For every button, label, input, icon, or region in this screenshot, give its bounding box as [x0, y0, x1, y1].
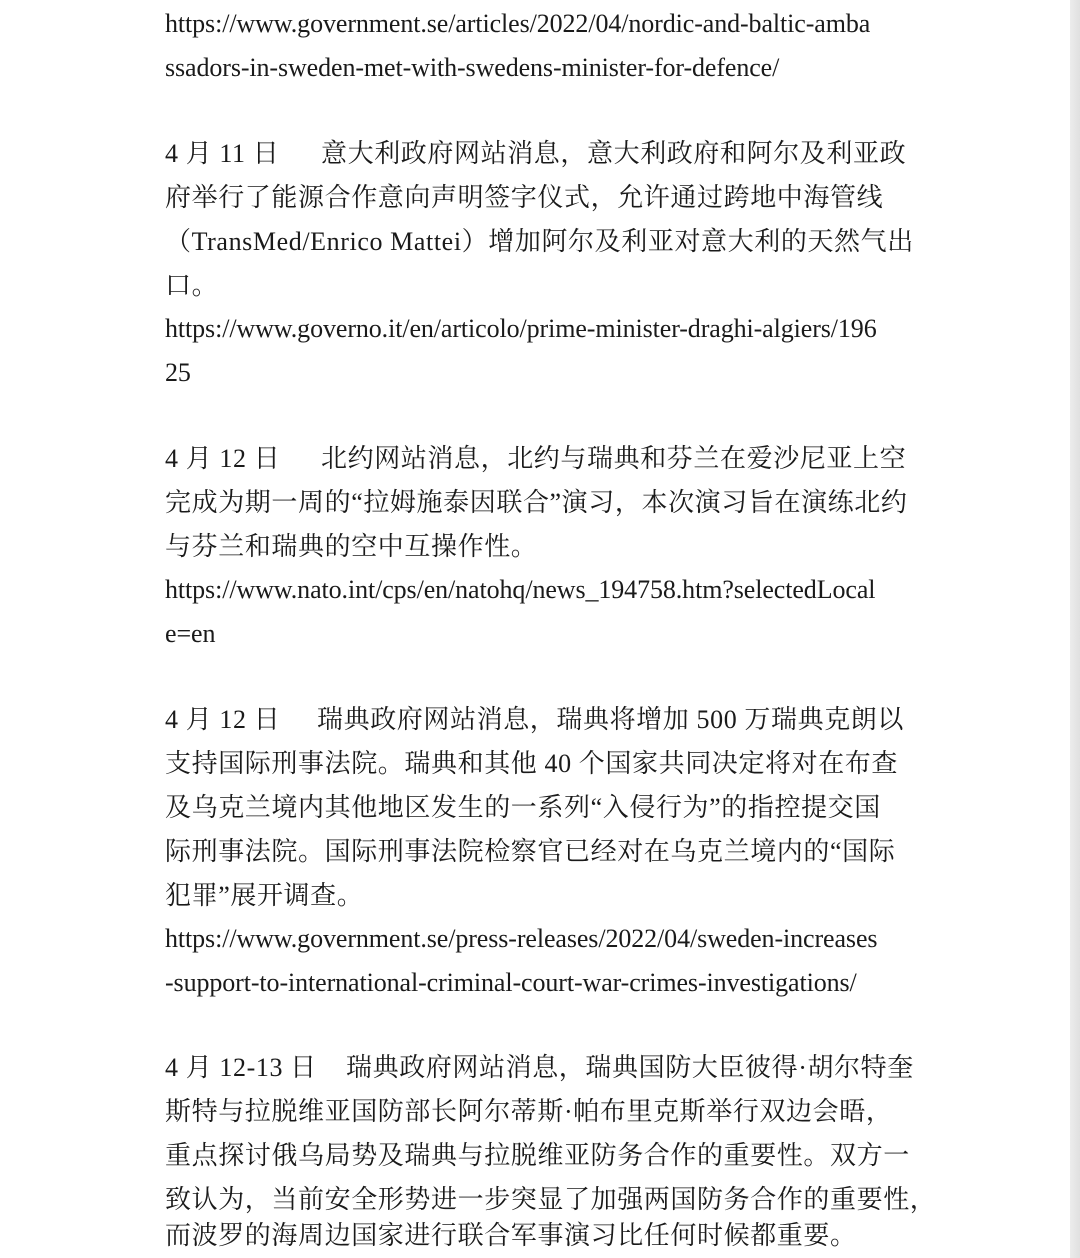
entry-url-line[interactable]: https://www.nato.int/cps/en/natohq/news_194758.htm?selectedLocal [165, 575, 876, 604]
entry-url-line[interactable]: https://www.governo.it/en/articolo/prime-minister-draghi-algiers/196 [165, 314, 877, 343]
entry-url-line[interactable]: 25 [165, 358, 191, 387]
entry-text-line: 致认为，当前安全形势进一步突显了加强两国防务合作的重要性， [165, 1185, 937, 1214]
entry-text-line: 府举行了能源合作意向声明签字仪式，允许通过跨地中海管线 [165, 183, 884, 212]
entry-text-line: 际刑事法院。国际刑事法院检察官已经对在乌克兰境内的“国际 [165, 837, 896, 866]
entry-text-line: 口。 [165, 271, 219, 300]
entry-text-line: 与芬兰和瑞典的空中互操作性。 [165, 532, 538, 561]
entry-text-line: 瑞典政府网站消息，瑞典国防大臣彼得·胡尔特奎 [346, 1053, 914, 1082]
entry-url-line[interactable]: -support-to-international-criminal-court-war-crimes-investigations/ [165, 968, 857, 997]
entry-url-line[interactable]: https://www.government.se/press-releases/2022/04/sweden-increases [165, 924, 878, 953]
entry-text-line: 犯罪”展开调查。 [165, 881, 364, 910]
entry-date: 4 月 12-13 日 [165, 1053, 317, 1082]
entry-first-line [165, 437, 925, 481]
entry-first-line [165, 698, 925, 742]
entry-text-line: 瑞典政府网站消息，瑞典将增加 500 万瑞典克朗以 [317, 705, 905, 734]
entry-text-line: 及乌克兰境内其他地区发生的一系列“入侵行为”的指控提交国 [165, 793, 881, 822]
entry-text-line: 意大利政府网站消息，意大利政府和阿尔及利亚政 [321, 139, 907, 168]
entry-text-line: 重点探讨俄乌局势及瑞典与拉脱维亚防务合作的重要性。双方一 [165, 1141, 910, 1170]
entry-url-line[interactable]: https://www.government.se/articles/2022/04/nordic-and-baltic-amba [165, 9, 871, 38]
entry-first-line [165, 1046, 925, 1090]
entry-text-line: 完成为期一周的“拉姆施泰因联合”演习，本次演习旨在演练北约 [165, 488, 908, 517]
entry-text-line: （TransMed/Enrico Mattei）增加阿尔及利亚对意大利的天然气出 [165, 227, 914, 256]
entry-url-line[interactable]: ssadors-in-sweden-met-with-swedens-minister-for-defence/ [165, 53, 780, 82]
page-edge-shadow [1070, 0, 1080, 1258]
entry-text-line: 支持国际刑事法院。瑞典和其他 40 个国家共同决定将对在布查 [165, 749, 899, 778]
entry-date: 4 月 12 日 [165, 444, 281, 473]
entry-text-line: 而波罗的海周边国家进行联合军事演习比任何时候都重要。 [165, 1221, 857, 1250]
entry-first-line [165, 132, 925, 176]
entry-url-line[interactable]: e=en [165, 619, 216, 648]
entry-text-line: 斯特与拉脱维亚国防部长阿尔蒂斯·帕布里克斯举行双边会晤， [165, 1097, 893, 1126]
entry-date: 4 月 12 日 [165, 705, 281, 734]
entry-date: 4 月 11 日 [165, 139, 280, 168]
entry-text-line: 北约网站消息，北约与瑞典和芬兰在爱沙尼亚上空 [321, 444, 907, 473]
